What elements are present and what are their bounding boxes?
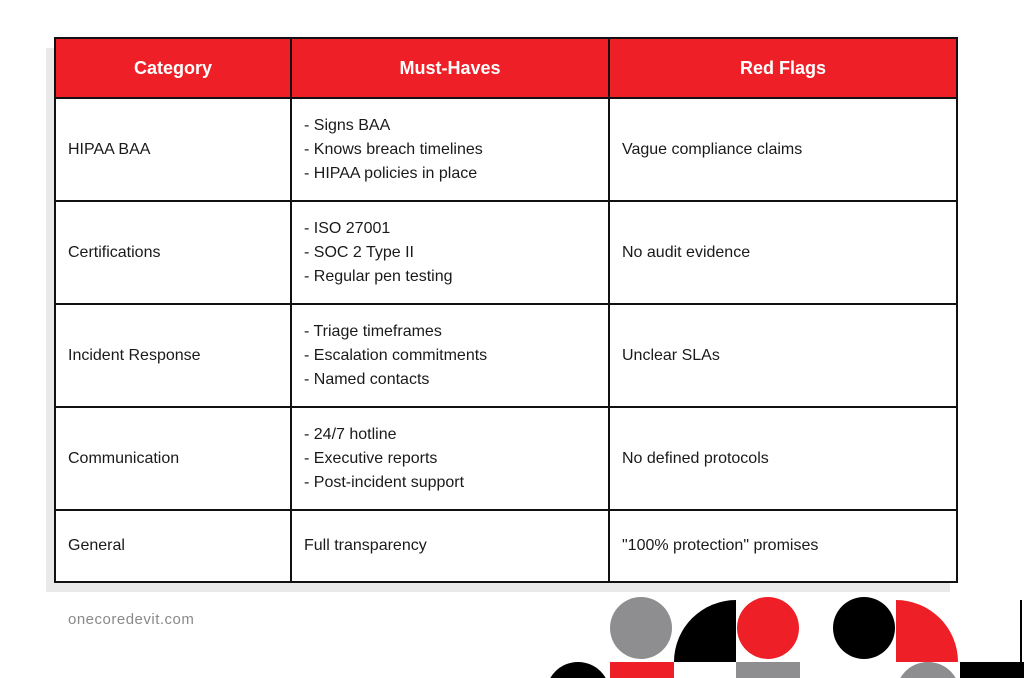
- red-flags-cell: "100% protection" promises: [609, 510, 957, 582]
- footer-website-link[interactable]: onecoredevit.com: [68, 611, 195, 628]
- list-item: - SOC 2 Type II: [304, 243, 414, 261]
- category-cell: Communication: [55, 407, 291, 510]
- list-item: - Regular pen testing: [304, 267, 453, 285]
- list-item: Full transparency: [304, 537, 427, 554]
- list-item: - Escalation commitments: [304, 346, 488, 364]
- list-item: - HIPAA policies in place: [304, 164, 478, 182]
- vendor-checklist-table: [54, 37, 958, 583]
- must-haves-cell: [291, 304, 609, 407]
- black-quarter-circle-shape: [674, 600, 736, 662]
- red-quarter-circle-shape: [896, 600, 958, 662]
- must-haves-cell: [291, 201, 609, 304]
- red-flags-cell: No audit evidence: [609, 201, 957, 304]
- list-item: - ISO 27001: [304, 219, 391, 237]
- header-red-flags: Red Flags: [609, 38, 957, 98]
- list-item: - Signs BAA: [304, 116, 391, 134]
- table-row: [55, 510, 957, 582]
- table-row: [55, 98, 957, 201]
- black-circle-shape-2: [833, 597, 895, 659]
- category-cell: Certifications: [55, 201, 291, 304]
- category-cell: HIPAA BAA: [55, 98, 291, 201]
- decorative-shapes-graphic: [540, 596, 1024, 678]
- black-line-shape: [1020, 600, 1022, 662]
- gray-circle-shape: [610, 597, 672, 659]
- must-haves-cell: [291, 98, 609, 201]
- table-row: [55, 304, 957, 407]
- list-item: - 24/7 hotline: [304, 425, 397, 443]
- list-item: - Triage timeframes: [304, 322, 442, 340]
- red-flags-cell: Unclear SLAs: [609, 304, 957, 407]
- red-flags-cell: Vague compliance claims: [609, 98, 957, 201]
- list-item: - Executive reports: [304, 449, 438, 467]
- must-haves-cell: [291, 510, 609, 582]
- table-row: [55, 407, 957, 510]
- list-item: - Named contacts: [304, 370, 430, 388]
- header-must-haves: Must-Haves: [291, 38, 609, 98]
- gray-circle-shape-2: [896, 662, 960, 678]
- red-circle-shape: [737, 597, 799, 659]
- gray-block-shape: [736, 662, 800, 678]
- category-cell: General: [55, 510, 291, 582]
- black-circle-shape: [546, 662, 610, 678]
- red-flags-cell: No defined protocols: [609, 407, 957, 510]
- table-header-row: [55, 38, 957, 98]
- red-block-shape: [610, 662, 674, 678]
- header-category: Category: [55, 38, 291, 98]
- list-item: - Knows breach timelines: [304, 140, 483, 158]
- list-item: - Post-incident support: [304, 473, 465, 491]
- category-cell: Incident Response: [55, 304, 291, 407]
- must-haves-cell: [291, 407, 609, 510]
- table-row: [55, 201, 957, 304]
- black-block-shape: [960, 662, 1024, 678]
